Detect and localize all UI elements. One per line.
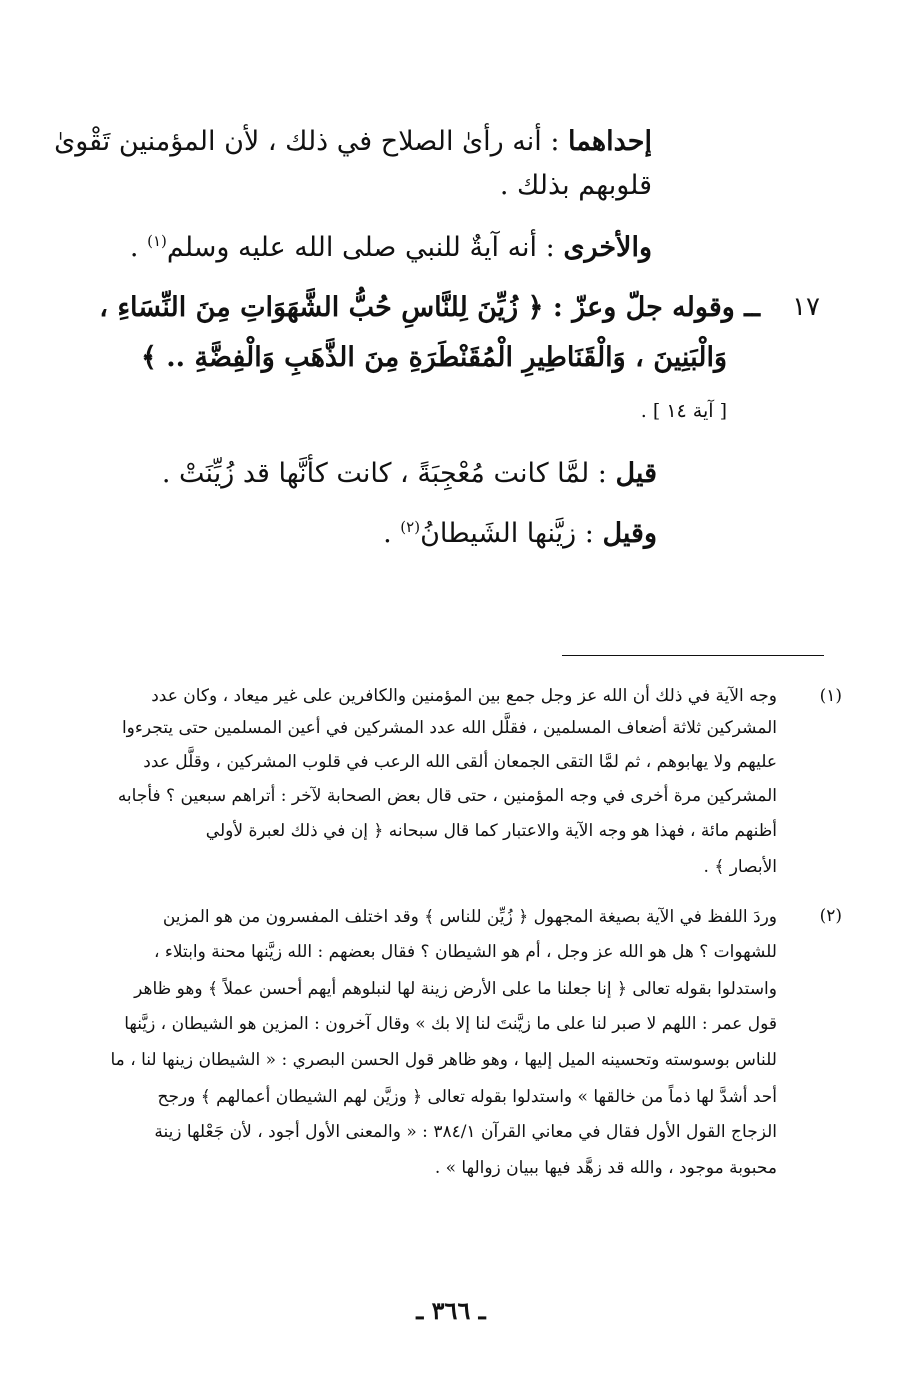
label-qila: قيل: [615, 458, 657, 489]
main-line-2: [500, 170, 652, 201]
main-line-5-text: وَالْبَنِينَ ، وَالْقَنَاطِيرِ الْمُقَنْطَرَةِ مِنَ الذَّهَبِ وَالْفِضَّةِ .. ﴾: [141, 342, 727, 373]
page-number: ـ ٣٦٦ ـ: [416, 1296, 486, 1325]
label-wa-qila: وقيل: [602, 518, 657, 549]
main-line-7: [162, 458, 657, 489]
footnote-2-line: وردَ اللفظ في الآية بصيغة المجهول ﴿ زُيِّن للناس ﴾ وقد اختلف المفسرون من هو المزين: [162, 907, 777, 927]
main-line-3-end: .: [129, 232, 148, 263]
footnote-separator: [562, 655, 824, 656]
footnote-1-line: المشركين مرة أخرى في وجه المؤمنين ، حتى قال بعض الصحابة لآخر : أتراهم سبعين ؟ فأجابه: [117, 786, 777, 806]
label-al-ukhra: والأخرى: [563, 232, 652, 263]
main-line-1: [54, 126, 652, 157]
footnote-2-line: قول عمر : اللهم لا صبر لنا على ما زيَّنتَ لنا إلا بك » وقال آخرون : المزين هو الشيطان ، زيَّنها: [124, 1014, 777, 1034]
main-line-3-text: : أنه آيةٌ للنبي صلى الله عليه وسلم: [166, 232, 564, 263]
footnote-2-line: محبوبة موجود ، والله قد زهَّد فيها ببيان زوالها » .: [434, 1158, 777, 1178]
main-line-8: [383, 518, 657, 549]
main-line-4: [99, 292, 760, 323]
footnote-2-number: (٢): [819, 906, 842, 926]
item-number: ١٧: [792, 292, 820, 322]
footnote-ref-2: (٢): [400, 518, 421, 536]
label-ihdahuma: إحداهما: [568, 126, 652, 157]
main-line-5: [141, 342, 727, 373]
footnote-1-line: الأبصار ﴾ .: [703, 857, 777, 877]
verse-citation-text: [ آية ١٤ ] .: [640, 400, 727, 422]
footnote-ref-1: (١): [147, 232, 167, 250]
footnote-1-line: وجه الآية في ذلك أن الله عز وجل جمع بين المؤمنين والكافرين على غير ميعاد ، وكان عدد: [151, 686, 777, 706]
main-line-2-text: قلوبهم بذلك .: [499, 170, 652, 201]
main-line-1-text: : أنه رأىٰ الصلاح في ذلك ، لأن المؤمنين تَقْوىٰ: [54, 126, 569, 157]
footnote-2-line: للشهوات ؟ هل هو الله عز وجل ، أم هو الشيطان ؟ فقال بعضهم : الله زيَّنها محنة وابتلاء ،: [154, 942, 777, 962]
main-line-8-text: : زيَّنها الشَيطانُ: [420, 518, 603, 549]
main-line-4-text: : ﴿ زُيِّنَ لِلنَّاسِ حُبُّ الشَّهَوَاتِ مِنَ النِّسَاءِ ،: [99, 292, 573, 323]
footnote-2-line: الزجاج القول الأول فقال في معاني القرآن ٣٨٤/١ : « والمعنى الأول أجود ، لأن جَعْلها زينة: [154, 1122, 777, 1142]
main-line-3: [130, 232, 652, 263]
footnote-1-number: (١): [819, 686, 842, 706]
footnote-2-line: واستدلوا بقوله تعالى ﴿ إنا جعلنا ما على الأرض زينة لها لنبلوهم أيهم أحسن عملاً ﴾ وهو ظاهر: [134, 979, 777, 999]
footnote-1-line: أظنهم مائة ، فهذا هو وجه الآية والاعتبار كما قال سبحانه ﴿ إن في ذلك لعبرة لأولي: [205, 821, 777, 841]
main-line-8-end: .: [383, 518, 401, 549]
footnote-2-line: للناس بوسوسته وتحسينه الميل إليها ، وهو ظاهر قول الحسن البصري : « الشيطان زينها لنا ، ما: [110, 1050, 777, 1070]
label-wa-qawluhu: ــ وقوله جلّ وعزّ: [572, 292, 760, 323]
footnote-2-line: أحد أشدَّ لها ذماً من خالقها » واستدلوا بقوله تعالى ﴿ وزيَّن لهم الشيطان أعمالهم ﴾ ورجح: [157, 1087, 777, 1107]
footnote-1-line: عليهم ولا يهابوهم ، ثم لمَّا التقى الجمعان ألقى الله الرعب في قلوب المشركين ، وقلَّل عدد: [143, 752, 777, 772]
footnote-1-line: المشركين ثلاثة أضعاف المسلمين ، فقلَّل الله عدد المشركين في أعين المسلمين حتى يتجرءوا: [121, 718, 777, 738]
verse-citation: [641, 400, 727, 422]
main-line-7-text: : لمَّا كانت مُعْجِبَةً ، كانت كأنَّها قد زُيِّنَتْ .: [161, 458, 616, 489]
